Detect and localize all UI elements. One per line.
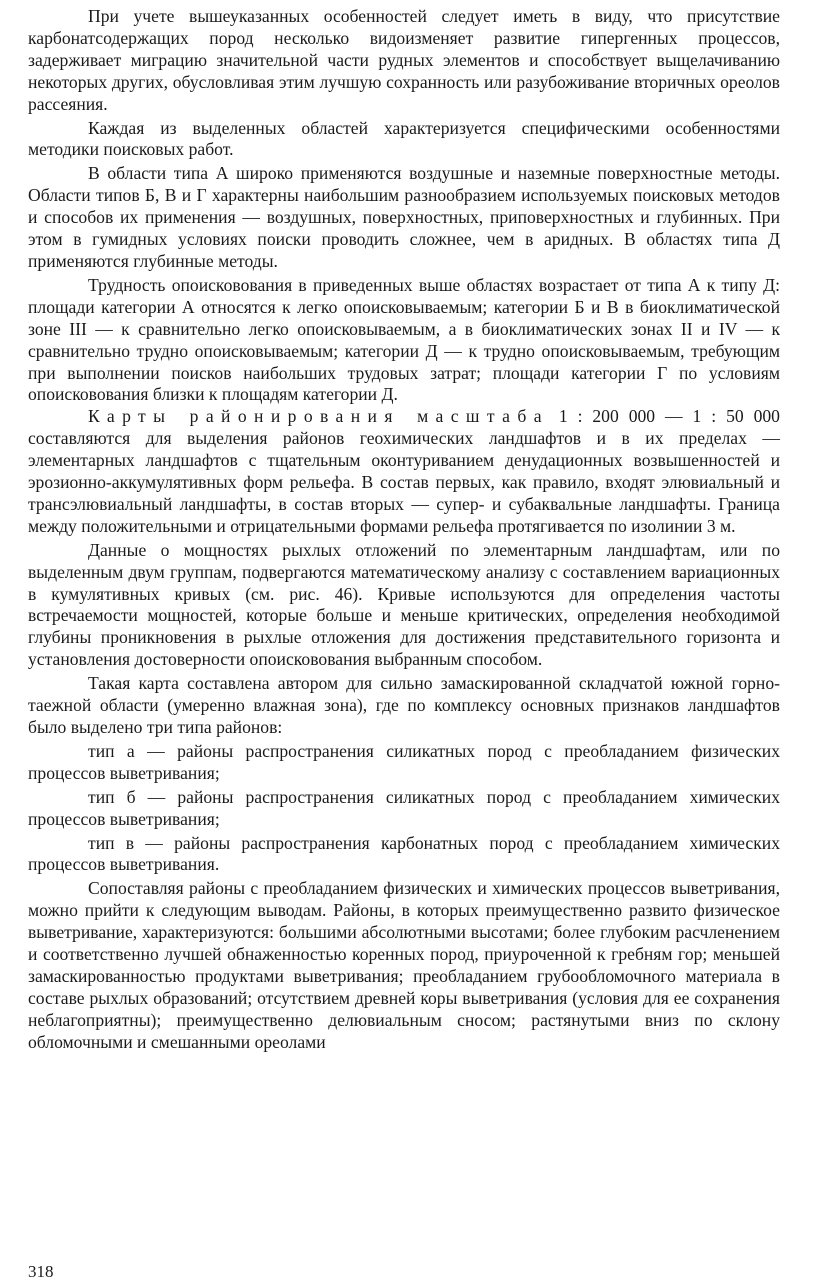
paragraph-methodology: Каждая из выделенных областей характеризуется специфическими особенностями методики поисковых работ. bbox=[28, 117, 780, 160]
paragraph-area-type-a: В области типа А широко применяются воздушные и наземные поверхностные методы. Области типов Б, В и Г характерны наибольшим разнообразием используемых поисковых методов и способов их применения — воздушных, поверхностных, приповерхностных и глубинных. При этом в гумидных условиях поиски проводить сложнее, чем в аридных. В областях типа Д применяются глубинные методы. bbox=[28, 163, 780, 271]
paragraph-carbonate-rocks: При учете вышеуказанных особенностей следует иметь в виду, что присутствие карбонатсодержащих пород несколько видоизменяет развитие гипергенных процессов, задерживает миграцию значительной части рудных элементов и способствует выщелачиванию некоторых других, обусловливая этим лучшую сохранность или разубоживание вторичных ореолов рассеяния. bbox=[28, 6, 780, 114]
list-item-type-b: тип б — районы распространения силикатных пород с преобладанием химических процессов выветривания; bbox=[28, 786, 780, 829]
spaced-heading-term: Карты районирования масштаба bbox=[88, 406, 549, 427]
page-number: 318 bbox=[28, 1262, 54, 1281]
paragraph-author-map: Такая карта составлена автором для сильно замаскированной складчатой южной горно-таежной области (умеренно влажная зона), где по комплексу основных признаков ландшафтов было выделено три типа районов: bbox=[28, 673, 780, 737]
list-item-type-v: тип в — районы распространения карбонатных пород с преобладанием химических процессов выветривания. bbox=[28, 832, 780, 875]
paragraph-zoning-maps bbox=[28, 406, 780, 537]
list-item-type-a: тип а — районы распространения силикатных пород с преобладанием физических процессов выветривания; bbox=[28, 740, 780, 783]
paragraph-zoning-maps-text: 1 : 200 000 — 1 : 50 000 составляются для выделения районов геохимических ландшафтов и в их пределах — элементарных ландшафтов с тщательным оконтуриванием денудационных возвышенностей и эрозионно-аккумулятивных форм рельефа. В состав первых, как правило, входят элювиальный и трансэлювиальный ландшафты, в состав вторых — супер- и субаквальные ландшафты. Граница между положительными и отрицательными формами рельефа протягивается по изолинии 3 м. bbox=[28, 406, 780, 536]
paragraph-thickness-data: Данные о мощностях рыхлых отложений по элементарным ландшафтам, или по выделенным двум группам, подвергаются математическому анализу с составлением вариационных в кумулятивных кривых (см. рис. 46). Кривые используются для определения частоты встречаемости мощностей, которые больше и меньше критических, определения необходимой глубины проникновения в рыхлые отложения для достижения представительного горизонта и установления достоверности опоисковования выбранным способом. bbox=[28, 539, 780, 670]
paragraph-comparison: Сопоставляя районы с преобладанием физических и химических процессов выветривания, можно прийти к следующим выводам. Районы, в которых преимущественно развито физическое выветривание, характеризуются: большими абсолютными высотами; более глубоким расчленением и соответственно лучшей обнаженностью коренных пород, приуроченной к гребням гор; меньшей замаскированностью продуктами выветривания; преобладанием грубообломочного материала в составе рыхлых образований; отсутствием древней коры выветривания (условия для ее сохранения неблагоприятны); преимущественно делювиальным сносом; растянутыми вниз по склону обломочными и смешанными ореолами bbox=[28, 878, 780, 1052]
page-body bbox=[28, 6, 780, 1054]
paragraph-difficulty: Трудность опоисковования в приведенных выше областях возрастает от типа А к типу Д: площади категории А относятся к легко опоисковываемым; категории Б и В в биоклиматической зоне III — к сравнительно легко опоисковываемым, а в биоклиматических зонах II и IV — к сравнительно трудно опоисковываемым; категории Д — к трудно опоисковываемым, требующим при выполнении поисков наибольших трудовых затрат; площади категории Г по условиям опоисковования близки к площадям категории Д. bbox=[28, 274, 780, 405]
